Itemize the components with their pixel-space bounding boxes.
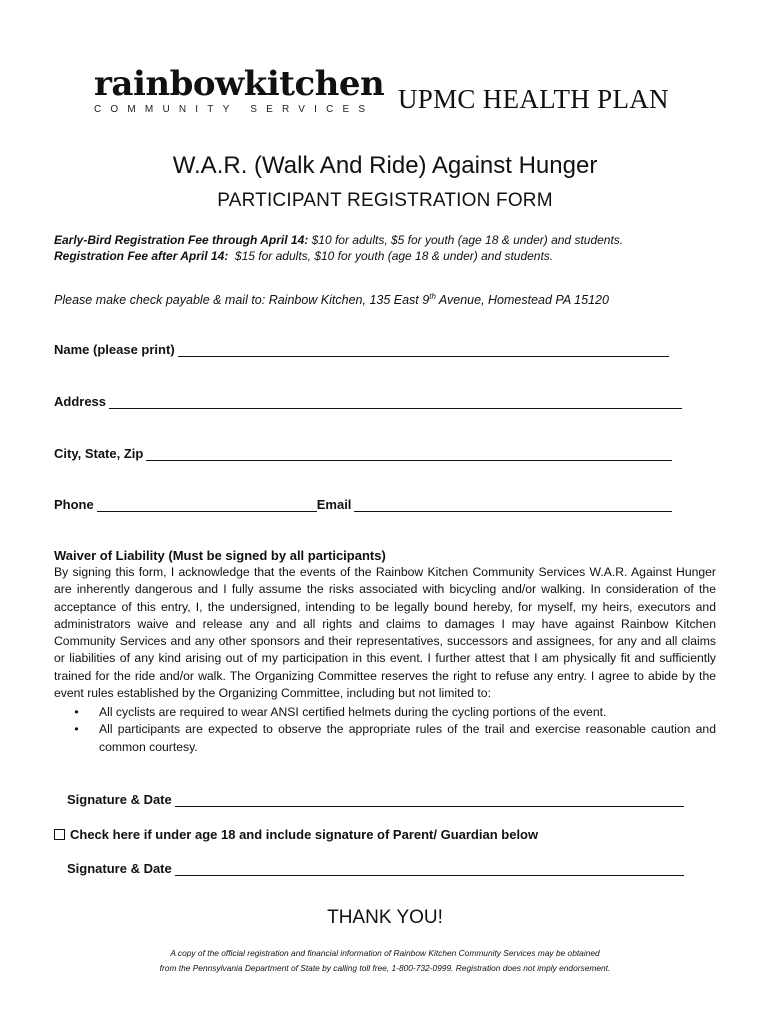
rainbow-kitchen-wordmark: rainbowkitchen [94,64,385,104]
rainbow-kitchen-logo [94,66,384,117]
address-label: Address [54,394,107,409]
city-state-zip-label: City, State, Zip [54,446,144,461]
waiver-rules-list [54,704,716,756]
under-18-row [54,827,538,842]
signature-row-guardian [67,861,684,876]
name-line[interactable] [178,342,669,357]
check-note-sup: th [429,292,436,301]
form-title: W.A.R. (Walk And Ride) Against Hunger [172,152,598,179]
early-bird-label: Early-Bird Registration Fee through April 14: [54,233,309,247]
guardian-signature-line[interactable] [175,861,684,876]
signature-row-participant [67,792,684,807]
late-fee-label: Registration Fee after April 14: [54,249,229,263]
email-label: Email [316,497,352,512]
check-note-after: Avenue, Homestead PA 15120 [435,293,609,308]
phone-label: Phone [54,497,94,512]
list-item [54,721,716,756]
footer-disclosure-line1: A copy of the official registration and financial information of Rainbow Kitchen Community Services may be obtained [170,948,600,958]
footer-disclosure-line2: from the Pennsylvania Department of State by calling toll free, 1-800-732-0999. Registration does not imply endorsement. [159,963,611,973]
rule-helmets: All cyclists are required to wear ANSI certified helmets during the cycling portions of the event. [99,705,607,719]
phone-email-row [54,497,672,512]
under-18-checkbox[interactable] [54,829,65,840]
upmc-health-plan-logo: UPMC HEALTH PLAN [398,84,669,114]
list-item [54,704,716,721]
bullet-point: • [74,705,79,719]
late-fee-text: $15 for adults, $10 for youth (age 18 & under) and students. [228,249,554,263]
city-field-row [54,446,672,461]
signature-line[interactable] [175,792,684,807]
name-label: Name (please print) [54,342,175,357]
check-note-before: Please make check payable & mail to: Rainbow Kitchen, 135 East 9 [54,293,430,308]
thank-you-text: THANK YOU! [327,907,443,928]
guardian-signature-date-label: Signature & Date [67,861,172,876]
address-field-row [54,394,682,409]
name-field-row [54,342,669,357]
waiver-heading: Waiver of Liability (Must be signed by all participants) [54,548,386,563]
check-payable-note [54,292,609,307]
rule-trail-courtesy: All participants are expected to observe the appropriate rules of the trail and exercise reasonable caution and common courtesy. [99,722,716,754]
early-bird-text: $10 for adults, $5 for youth (age 18 & under) and students. [308,233,624,247]
waiver-body: By signing this form, I acknowledge that the events of the Rainbow Kitchen Community Services W.A.R. Against Hunger are inherently dangerous and I fully assume the risks associated with bicycling and/or walking. In consideration of the acceptance of this entry, I, the undersigned, intending to be legally bound hereby, for myself, my heirs, executors and administrators waive and release any and all rights and claims to damages I may have against Rainbow Kitchen Community Services and any other sponsors and their representatives, successors and assignees, for any and all claims or liabilities of any kind arising out of my participation in this event. I further attest that I am physically fit and sufficiently trained for the ride and/or walk. The Organizing Committee reserves the right to refuse any entry. I agree to abide by the event rules established by the Organizing Committee, including but not limited to: [54,565,716,701]
late-fee [54,249,553,263]
rainbow-kitchen-subtitle: COMMUNITY SERVICES [94,104,375,115]
address-line[interactable] [109,394,682,409]
email-line[interactable] [354,497,672,512]
under-18-label: Check here if under age 18 and include signature of Parent/ Guardian below [70,827,539,842]
form-subtitle: PARTICIPANT REGISTRATION FORM [217,190,553,211]
signature-date-label: Signature & Date [67,792,172,807]
city-state-zip-line[interactable] [146,446,672,461]
phone-line[interactable] [97,497,317,512]
bullet-point: • [74,722,79,737]
early-bird-fee [54,233,623,247]
